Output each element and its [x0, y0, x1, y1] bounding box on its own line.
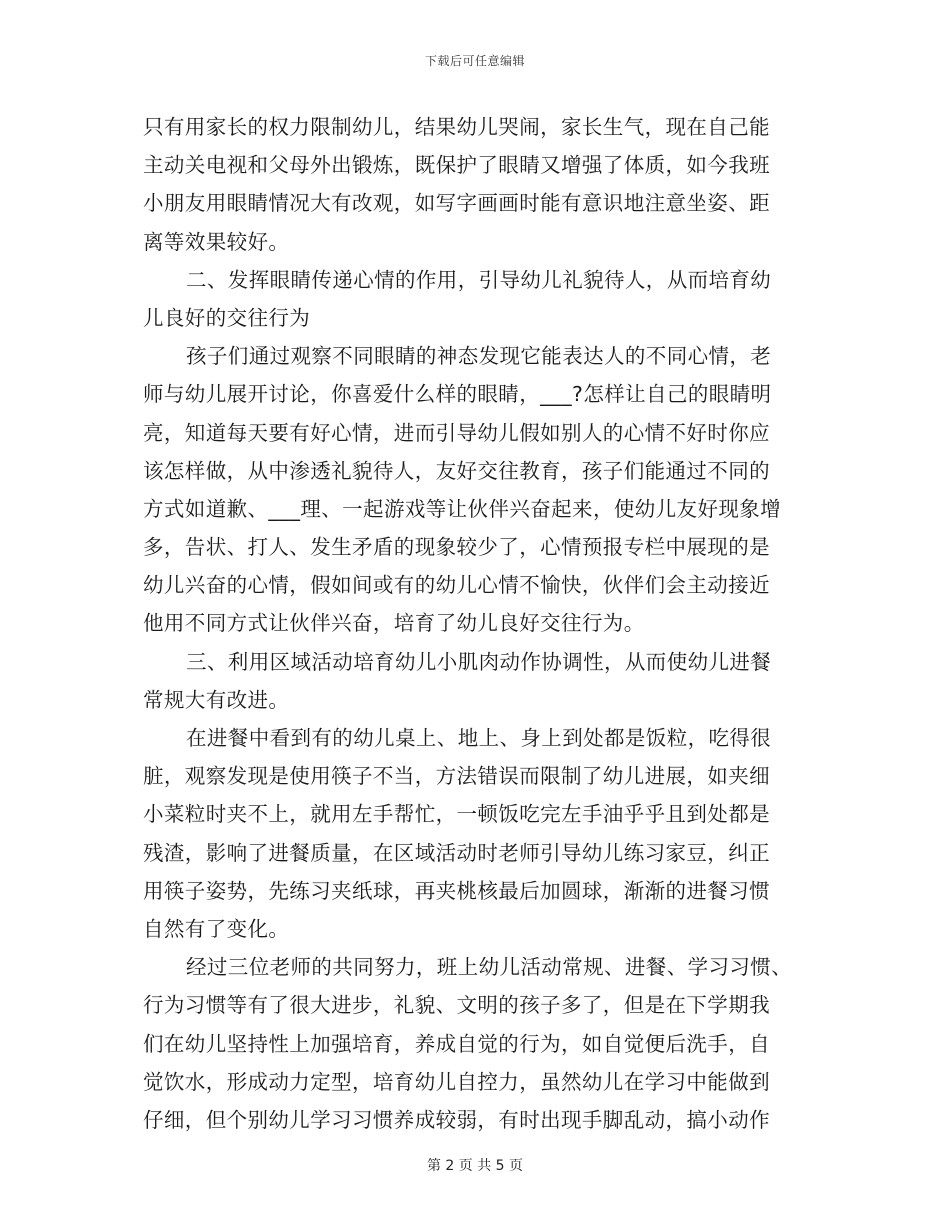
body-text-line: 只有用家长的权力限制幼儿，结果幼儿哭闹，家长生气，现在自己能: [143, 115, 770, 139]
body-text-line: 行为习惯等有了很大进步，礼貌、文明的孩子多了，但是在下学期我: [143, 993, 770, 1018]
body-text-line: 儿良好的交往行为: [143, 305, 311, 330]
body-text-line: 师与幼儿展开讨论，你喜爱什么样的眼睛，___?怎样让自己的眼睛明: [143, 382, 772, 407]
body-text-line: 脏，观察发现是使用筷子不当，方法错误而限制了幼儿进展，如夹细: [143, 764, 770, 789]
body-text-line: 用筷子姿势，先练习夹纸球，再夹桃核最后加圆球，渐渐的进餐习惯: [143, 878, 770, 903]
body-text-line: 自然有了变化。: [143, 916, 290, 941]
body-text-line: 离等效果较好。: [143, 229, 290, 254]
body-text-line: 二、发挥眼睛传递心情的作用，引导幼儿礼貌待人，从而培育幼: [186, 267, 772, 292]
body-text-line: 幼儿兴奋的心情，假如间或有的幼儿心情不愉快，伙伴们会主动接近: [143, 573, 770, 598]
body-text-line: 残渣，影响了进餐质量，在区域活动时老师引导幼儿练习家豆，纠正: [143, 840, 770, 865]
body-text-line: 们在幼儿坚持性上加强培育，养成自觉的行为，如自觉便后洗手，自: [143, 1031, 770, 1056]
body-text-line: 方式如道歉、___理、一起游戏等让伙伴兴奋起来，使幼儿友好现象增: [143, 496, 782, 521]
body-text-line: 他用不同方式让伙伴兴奋，培育了幼儿良好交往行为。: [143, 611, 645, 636]
body-text-line: 该怎样做，从中渗透礼貌待人，友好交往教育，孩子们能通过不同的: [143, 458, 770, 483]
document-body: [143, 108, 813, 1139]
page-number-footer: 第 2 页 共 5 页: [426, 1158, 524, 1174]
body-text-line: 亮，知道每天要有好心情，进而引导幼儿假如别人的心情不好时你应: [143, 420, 770, 445]
body-text-line: 小朋友用眼睛情况大有改观，如写字画画时能有意识地注意坐姿、距: [143, 191, 770, 216]
body-text-line: 经过三位老师的共同努力，班上幼儿活动常规、进餐、学习习惯、: [186, 955, 793, 980]
body-text-line: 在进餐中看到有的幼儿桌上、地上、身上到处都是饭粒，吃得很: [186, 726, 772, 750]
body-text-line: 觉饮水，形成动力定型，培育幼儿自控力，虽然幼儿在学习中能做到: [143, 1069, 770, 1094]
body-text-line: 常规大有改进。: [143, 687, 290, 712]
header-note: 下载后可任意编辑: [424, 54, 525, 68]
body-text-line: 多，告状、打人、发生矛盾的现象较少了，心情预报专栏中展现的是: [143, 535, 770, 560]
body-text-line: 三、利用区域活动培育幼儿小肌肉动作协调性，从而使幼儿进餐: [186, 649, 772, 674]
body-text-line: 主动关电视和父母外出锻炼，既保护了眼睛又增强了体质，如今我班: [143, 153, 770, 178]
body-text-line: 小菜粒时夹不上，就用左手帮忙，一顿饭吃完左手油乎乎且到处都是: [143, 802, 770, 827]
body-text-line: 孩子们通过观察不同眼睛的神态发现它能表达人的不同心情，老: [186, 344, 772, 369]
body-text-line: 仔细，但个别幼儿学习习惯养成较弱，有时出现手脚乱动，搞小动作: [143, 1107, 770, 1132]
